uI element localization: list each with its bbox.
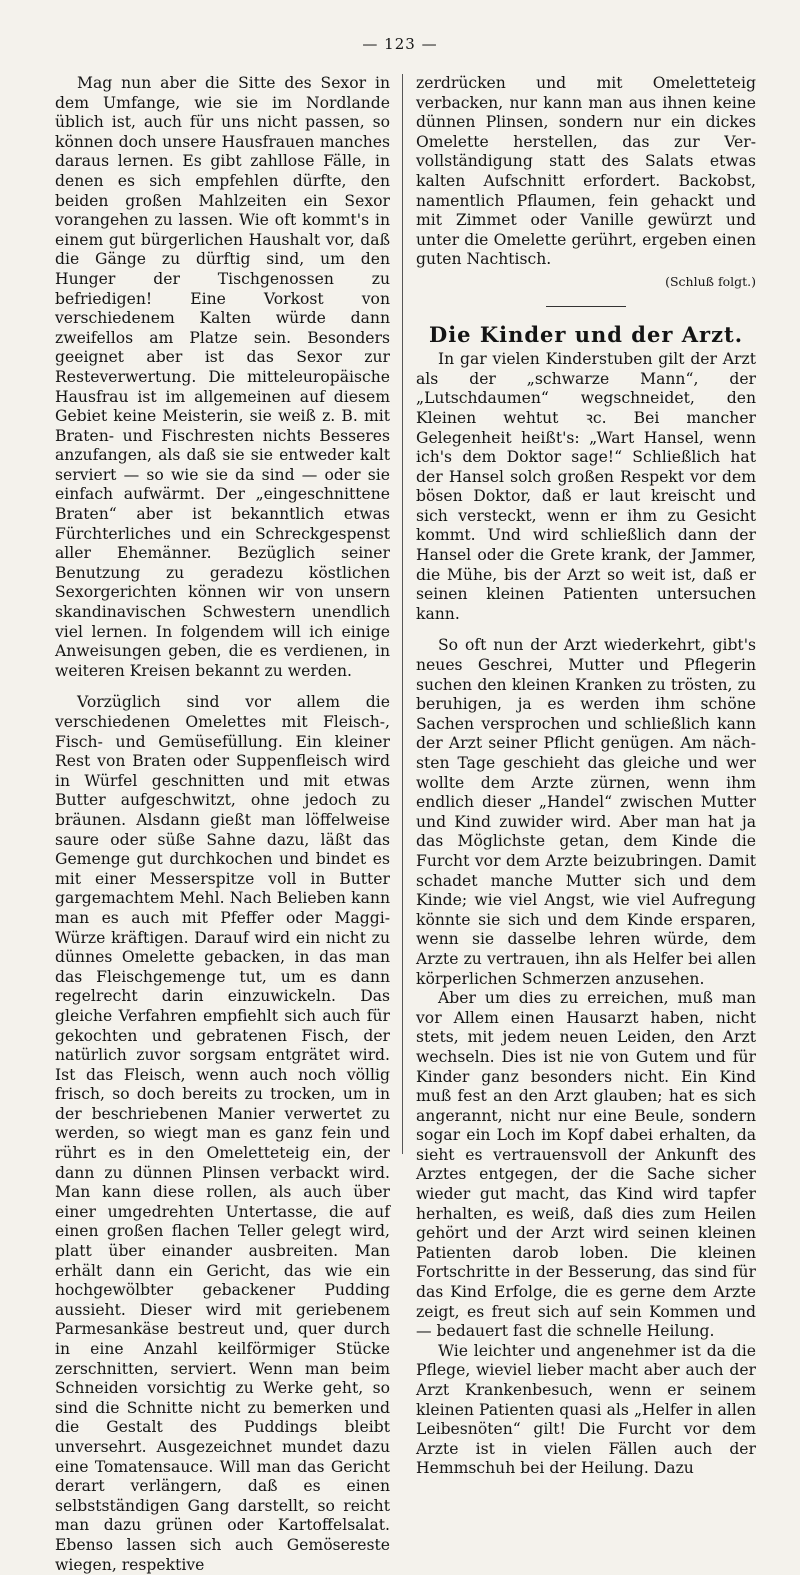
article-separator — [546, 306, 626, 307]
page-number: — 123 — — [362, 35, 438, 53]
right-paragraph-3: Aber um dies zu erreichen, muß man vor Allem einen Hausarzt haben, nicht stets, mit jedem neuen Leiden, den Arzt wechseln. Dies ist nie von Gutem und für Kinder ganz besonders nicht. Ein Kind muß fest an den Arzt glauben; hat es sich angerannt, nicht nur eine Beule, sondern sogar ein Loch im Kopf dabei erhalten, da sieht es vertrauensvoll der Ankunft des Arztes entgegen, der die Sache sicher wieder gut macht, das Kind wird tapfer herhalten, es weiß, daß dies zum Heilen gehört und der Arzt wird seinen kleinen Patienten darob loben. Die kleinen Fortschritte in der Besserung, das sind für das Kind Erfolge, die es gerne dem Arzte zeigt, es freut sich auf sein Kommen und — bedauert fast die schnelle Heilung. — [416, 989, 756, 1341]
left-paragraph-2: Vorzüglich sind vor allem die verschiedenen Omelettes mit Fleisch-, Fisch- und Gemüsefüllung. Ein kleiner Rest von Braten oder Suppenfleisch wird in Würfel geschnitten und mit etwas Butter aufgeschwitzt, ohne jedoch zu bräunen. Alsdann gießt man löffelweise saure oder süße Sahne dazu, läßt das Gemenge gut durchkochen und bindet es mit einer Messerspitze voll in Butter gargemachtem Mehl. Nach Belieben kann man es auch mit Pfeffer oder Maggi-Würze kräftigen. Darauf wird ein nicht zu dünnes Omelette gebacken, in das man das Fleischgemenge tut, um es dann regelrecht darin einzuwickeln. Das gleiche Verfahren empfiehlt sich auch für gekochten und gebratenen Fisch, der natürlich zuvor sorgsam entgrätet wird. Ist das Fleisch, wenn auch noch völlig frisch, so doch bereits zu trocken, um in der beschriebenen Manier verwertet zu werden, so wiegt man es ganz fein und rührt es in den Omeletteteig ein, der dann zu dünnen Plinsen verbackt wird. Man kann diese rollen, als auch über einer umgedrehten Untertasse, die auf einen großen flachen Teller gelegt wird, platt über einander ausbreiten. Man erhält dann ein Gericht, das wie ein hochgewölbter gebackener Pudding aussieht. Dieser wird mit geriebenem Parmesankäse bestreut und, quer durch in eine Anzahl keilförmiger Stücke zerschnitten, serviert. Wenn man beim Schneiden vorsichtig zu Werke geht, so sind die Schnitte nicht zu bemerken und die Gestalt des Puddings bleibt unversehrt. Ausgezeichnet mundet dazu eine Tomatensauce. Will man das Gericht derart verlängern, daß es einen selbstständigen Gang darstellt, so reicht man dazu grünen oder Kartoffelsalat. Ebenso lassen sich auch Gemösereste wiegen, respektive — [55, 693, 390, 1574]
to-be-continued-note: (Schluß folgt.) — [665, 273, 756, 289]
left-paragraph-1: Mag nun aber die Sitte des Sexor in dem Umfange, wie sie im Nordlande üblich ist, auch für uns nicht passen, so können doch unsere Hausfrauen manches daraus lernen. Es gibt zahllose Fälle, in denen es sich empfehlen dürfte, den beiden großen Mahlzeiten ein Sexor vorangehen zu lassen. Wie oft kommt's in einem gut bürgerlichen Haushalt vor, daß die Gänge zu dürftig sind, um den Hunger der Tischgenossen zu befriedigen! Eine Vorkost von verschiedenem Kalten würde dann zweifellos am Platze sein. Besonders geeignet aber ist das Sexor zur Resteverwertung. Die mitteleuropäische Hausfrau ist im allgemeinen auf diesem Gebiet keine Meisterin, sie weiß z. B. mit Braten- und Fischresten nichts Besseres anzufangen, als daß sie sie entweder kalt serviert — so wie sie da sind — oder sie einfach aufwärmt. Der „eingeschnittene Braten“ aber ist bekanntlich etwas Fürchterliches und ein Schreckgespenst aller Ehemänner. Bezüglich seiner Benutzung zu geradezu köstlichen Sexorgerichten können wir von unsern skandinavischen Schwestern unendlich viel lernen. In folgendem will ich einige Anweisungen geben, die es verdienen, in weiteren Kreisen bekannt zu werden. — [55, 74, 390, 680]
right-column — [416, 74, 756, 1478]
right-continuation-paragraph: zerdrücken und mit Omeletteteig verbacken, nur kann man aus ihnen keine dünnen Plinsen, sondern nur ein dickes Omelette herstellen, das zur Vervollständigung statt des Salats etwas kalten Aufschnitt erfordert. Backobst, namentlich Pflaumen, fein gehackt und mit Zimmet oder Vanille gewürzt und unter die Omelette gerührt, ergeben einen guten Nachtisch. — [416, 74, 756, 269]
column-divider — [402, 74, 403, 1154]
right-paragraph-1: In gar vielen Kinderstuben gilt der Arzt als der „schwarze Mann“, der „Lutschdaumen“ wegschneidet, den Kleinen wehtut ꝛc. Bei mancher Gelegenheit heißt's: „Wart Hansel, wenn ich's dem Doktor sage!“ Schließlich hat der Hansel solch großen Respekt vor dem bösen Doktor, daß er laut kreischt und sich versteckt, wenn er ihm zu Gesicht kommt. Und wird schließlich dann der Hansel oder die Grete krank, der Jammer, die Mühe, bis der Arzt so weit ist, daß er seinen kleinen Patienten untersuchen kann. — [416, 350, 756, 623]
article-title: Die Kinder und der Arzt. — [428, 321, 744, 347]
right-paragraph-2: So oft nun der Arzt wiederkehrt, gibt's neues Geschrei, Mutter und Pflegerin suchen den kleinen Kranken zu trösten, zu beruhigen, ja es werden ihm schöne Sachen versprochen und schließlich kann der Arzt seiner Pflicht genügen. Am nächsten Tage geschieht das gleiche und wer wollte dem Arzte zürnen, wenn ihm endlich dieser „Handel“ zwischen Mutter und Kind zuwider wird. Aber man hat ja das Möglichste getan, dem Kinde die Furcht vor dem Arzte beizubringen. Damit schadet manche Mutter sich und dem Kinde; wie viel Angst, wie viel Aufregung könnte sie sich und dem Kinde ersparen, wenn sie dasselbe lehren würde, dem Arzte zu vertrauen, ihn als Helfer bei allen körperlichen Schmerzen anzusehen. — [416, 636, 756, 988]
right-paragraph-4: Wie leichter und angenehmer ist da die Pflege, wieviel lieber macht aber auch der Arzt Krankenbesuch, wenn er seinem kleinen Patienten quasi als „Helfer in allen Leibesnöten“ gilt! Die Furcht vor dem Arzte ist in vielen Fällen auch der Hemmschuh bei der Heilung. Dazu — [416, 1341, 756, 1478]
left-column — [55, 74, 390, 1574]
